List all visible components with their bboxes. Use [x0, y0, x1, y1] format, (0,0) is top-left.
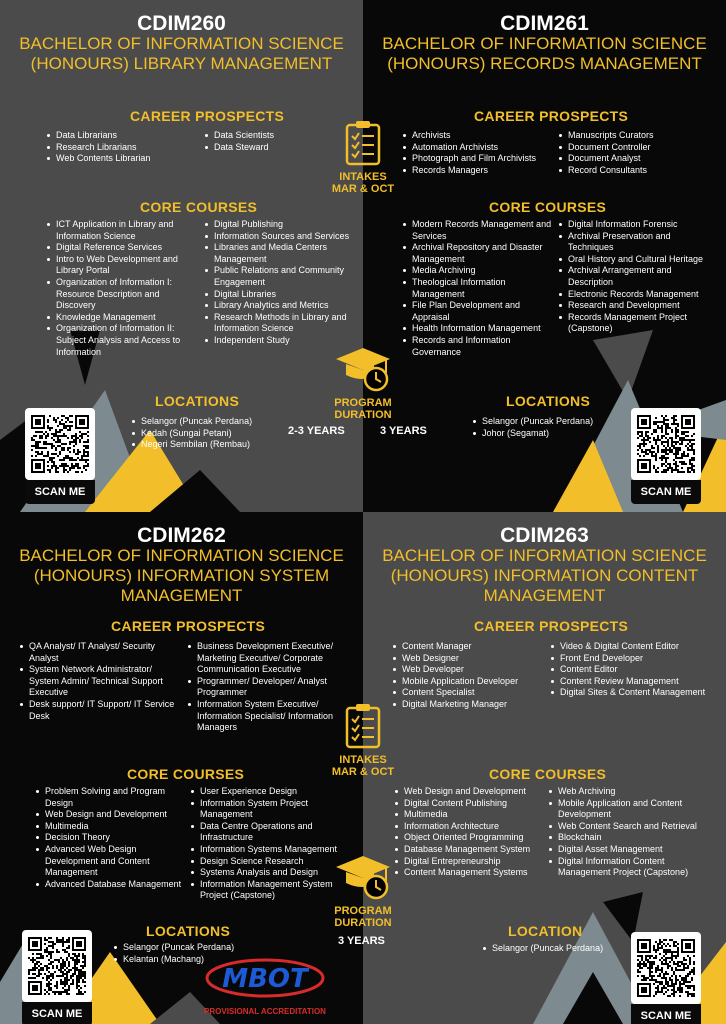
list-item: Front End Developer: [549, 653, 714, 665]
list-item: Content Manager: [391, 641, 551, 653]
list-item: Document Analyst: [557, 153, 717, 165]
list-item: Content Review Management: [549, 676, 714, 688]
list-item: Archival Preservation and Techniques: [557, 231, 717, 254]
program-code: CDIM262: [137, 524, 226, 547]
list-item: QA Analyst/ IT Analyst/ Security Analyst: [18, 641, 183, 664]
list-item: Problem Solving and Program Design: [34, 786, 184, 809]
list-item: Web Design and Development: [34, 809, 184, 821]
list-item: Independent Study: [203, 335, 358, 347]
qr-code-icon: [31, 414, 89, 474]
list-item: Web Contents Librarian: [45, 153, 195, 165]
list-item: Digital Reference Services: [45, 242, 195, 254]
list-item: Oral History and Cultural Heritage: [557, 254, 717, 266]
list-item: Selangor (Puncak Perdana): [130, 416, 280, 428]
list-item: Photograph and Film Archivists: [401, 153, 556, 165]
list-item: Data Librarians: [45, 130, 195, 142]
clipboard-checklist-icon: [345, 120, 381, 166]
program-code: CDIM260: [137, 12, 226, 35]
scan-me-label: SCAN ME: [22, 1002, 92, 1024]
list-item: Selangor (Puncak Perdana): [471, 416, 621, 428]
list-item: Digital Information Content Management Project (Capstone): [547, 856, 712, 879]
list-item: Organization of Information II: Subject Analysis and Access to Information: [45, 323, 195, 358]
list-item: Digital Asset Management: [547, 844, 712, 856]
list-item: Decision Theory: [34, 832, 184, 844]
core-list-1: [401, 219, 556, 358]
core-list-2: [203, 219, 358, 347]
core-list-1: [34, 786, 184, 890]
scan-me-label: SCAN ME: [631, 1004, 701, 1024]
career-list-2: [186, 641, 351, 734]
career-list-2: [203, 130, 353, 153]
clipboard-checklist-icon: [345, 703, 381, 749]
career-heading: CAREER PROSPECTS: [111, 618, 266, 634]
list-item: Web Archiving: [547, 786, 712, 798]
locations-heading: LOCATIONS: [506, 393, 591, 409]
mbot-logo-text: MBOT: [222, 964, 308, 994]
list-item: Business Development Executive/ Marketing Executive/ Corporate Communication Executive: [186, 641, 351, 676]
list-item: Library Analytics and Metrics: [203, 300, 358, 312]
duration-cdim260: 2-3 YEARS: [288, 425, 345, 437]
list-item: Kelantan (Machang): [112, 954, 262, 966]
list-item: Advanced Web Design Development and Content Management: [34, 844, 184, 879]
list-item: Archival Arrangement and Description: [557, 265, 717, 288]
list-item: Advanced Database Management: [34, 879, 184, 891]
program-duration-label-top: PROGRAM DURATION: [334, 397, 392, 421]
career-list-1: [45, 130, 195, 165]
program-title: BACHELOR OF INFORMATION SCIENCE (HONOURS) INFORMATION SYSTEM MANAGEMENT: [19, 546, 344, 605]
graduation-cap-clock-icon: [334, 853, 392, 901]
list-item: Digital Content Publishing: [393, 798, 548, 810]
program-code: CDIM261: [500, 12, 589, 35]
locations-list: [130, 416, 280, 451]
list-item: Data Steward: [203, 142, 353, 154]
list-item: Digital Sites & Content Management: [549, 687, 714, 699]
list-item: Selangor (Puncak Perdana): [481, 943, 631, 955]
list-item: Public Relations and Community Engagement: [203, 265, 358, 288]
list-item: Object Oriented Programming: [393, 832, 548, 844]
core-heading: CORE COURSES: [140, 199, 258, 215]
location-heading: LOCATION: [508, 923, 583, 939]
list-item: Manuscripts Curators: [557, 130, 717, 142]
list-item: Data Scientists: [203, 130, 353, 142]
qr-code-cdim263[interactable]: [631, 932, 701, 1024]
qr-code-icon: [28, 936, 86, 996]
list-item: Intro to Web Development and Library Portal: [45, 254, 195, 277]
list-item: Digital Publishing: [203, 219, 358, 231]
list-item: Archivists: [401, 130, 556, 142]
list-item: Information Sources and Services: [203, 231, 358, 243]
career-heading: CAREER PROSPECTS: [474, 618, 629, 634]
program-panel-cdim263: [363, 512, 726, 1024]
list-item: Mobile Application Developer: [391, 676, 551, 688]
core-list-1: [393, 786, 548, 879]
list-item: Content Editor: [549, 664, 714, 676]
list-item: Digital Entrepreneurship: [393, 856, 548, 868]
list-item: Digital Marketing Manager: [391, 699, 551, 711]
list-item: Web Developer: [391, 664, 551, 676]
list-item: Document Controller: [557, 142, 717, 154]
program-title: BACHELOR OF INFORMATION SCIENCE (HONOURS) RECORDS MANAGEMENT: [382, 34, 707, 73]
scan-me-label: SCAN ME: [631, 480, 701, 504]
locations-list: [481, 943, 631, 955]
list-item: Johor (Segamat): [471, 428, 621, 440]
list-item: ICT Application in Library and Information Science: [45, 219, 195, 242]
duration-cdim262-263: 3 YEARS: [338, 935, 385, 947]
list-item: Database Management System: [393, 844, 548, 856]
list-item: Programmer/ Developer/ Analyst Programmer: [186, 676, 351, 699]
list-item: Blockchain: [547, 832, 712, 844]
program-title: BACHELOR OF INFORMATION SCIENCE (HONOURS) INFORMATION CONTENT MANAGEMENT: [382, 546, 707, 605]
core-heading: CORE COURSES: [489, 199, 607, 215]
career-list-1: [401, 130, 556, 176]
list-item: Web Content Search and Retrieval: [547, 821, 712, 833]
mbot-logo-icon: [200, 954, 330, 1002]
qr-code-cdim261[interactable]: [631, 408, 701, 504]
list-item: Records and Information Governance: [401, 335, 556, 358]
core-list-2: [189, 786, 349, 902]
list-item: Video & Digital Content Editor: [549, 641, 714, 653]
list-item: Kedah (Sungai Petani): [130, 428, 280, 440]
qr-code-cdim260[interactable]: [25, 408, 95, 504]
core-list-2: [547, 786, 712, 879]
qr-code-cdim262[interactable]: [22, 930, 92, 1024]
list-item: User Experience Design: [189, 786, 349, 798]
list-item: Research and Development: [557, 300, 717, 312]
list-item: Electronic Records Management: [557, 289, 717, 301]
list-item: Information Management System Project (Capstone): [189, 879, 349, 902]
qr-code-icon: [637, 938, 695, 998]
list-item: Content Management Systems: [393, 867, 548, 879]
list-item: Data Centre Operations and Infrastructure: [189, 821, 349, 844]
list-item: Organization of Information I: Resource Description and Discovery: [45, 277, 195, 312]
program-title: BACHELOR OF INFORMATION SCIENCE (HONOURS) LIBRARY MANAGEMENT: [19, 34, 344, 73]
career-heading: CAREER PROSPECTS: [474, 108, 629, 124]
list-item: Web Designer: [391, 653, 551, 665]
program-code: CDIM263: [500, 524, 589, 547]
list-item: Mobile Application and Content Development: [547, 798, 712, 821]
list-item: Knowledge Management: [45, 312, 195, 324]
core-list-1: [45, 219, 195, 358]
list-item: Digital Information Forensic: [557, 219, 717, 231]
career-heading: CAREER PROSPECTS: [130, 108, 285, 124]
career-list-2: [557, 130, 717, 176]
list-item: Systems Analysis and Design: [189, 867, 349, 879]
core-heading: CORE COURSES: [489, 766, 607, 782]
list-item: Records Management Project (Capstone): [557, 312, 717, 335]
list-item: Automation Archivists: [401, 142, 556, 154]
core-heading: CORE COURSES: [127, 766, 245, 782]
list-item: Information Architecture: [393, 821, 548, 833]
locations-list: [471, 416, 621, 439]
list-item: Research Librarians: [45, 142, 195, 154]
program-panel-cdim262: [0, 512, 363, 1024]
list-item: Health Information Management: [401, 323, 556, 335]
intakes-label-bottom: INTAKES MAR & OCT: [331, 754, 395, 778]
locations-heading: LOCATIONS: [155, 393, 240, 409]
list-item: System Network Administrator/ System Admin/ Technical Support Executive: [18, 664, 183, 699]
career-list-2: [549, 641, 714, 699]
list-item: Digital Libraries: [203, 289, 358, 301]
career-list-1: [391, 641, 551, 711]
duration-cdim261: 3 YEARS: [380, 425, 427, 437]
list-item: Information System Executive/ Information Specialist/ Information Managers: [186, 699, 351, 734]
list-item: Archival Repository and Disaster Management: [401, 242, 556, 265]
list-item: File Plan Development and Appraisal: [401, 300, 556, 323]
core-list-2: [557, 219, 717, 335]
list-item: Multimedia: [34, 821, 184, 833]
career-list-1: [18, 641, 183, 722]
scan-me-label: SCAN ME: [25, 480, 95, 504]
list-item: Research Methods in Library and Information Science: [203, 312, 358, 335]
mbot-accreditation: [200, 954, 330, 1020]
list-item: Record Consultants: [557, 165, 717, 177]
list-item: Desk support/ IT Support/ IT Service Desk: [18, 699, 183, 722]
list-item: Information Systems Management: [189, 844, 349, 856]
list-item: Multimedia: [393, 809, 548, 821]
list-item: Records Managers: [401, 165, 556, 177]
list-item: Web Design and Development: [393, 786, 548, 798]
locations-heading: LOCATIONS: [146, 923, 231, 939]
list-item: Media Archiving: [401, 265, 556, 277]
list-item: Selangor (Puncak Perdana): [112, 942, 262, 954]
list-item: Design Science Research: [189, 856, 349, 868]
list-item: Modern Records Management and Services: [401, 219, 556, 242]
program-duration-label-bottom: PROGRAM DURATION: [334, 905, 392, 929]
qr-code-icon: [637, 414, 695, 474]
graduation-cap-clock-icon: [334, 345, 392, 393]
list-item: Content Specialist: [391, 687, 551, 699]
list-item: Information System Project Management: [189, 798, 349, 821]
list-item: Libraries and Media Centers Management: [203, 242, 358, 265]
list-item: Theological Information Management: [401, 277, 556, 300]
list-item: Negeri Sembilan (Rembau): [130, 439, 280, 451]
intakes-label-top: INTAKES MAR & OCT: [331, 171, 395, 195]
accreditation-caption: PROVISIONAL ACCREDITATION: [204, 1007, 326, 1016]
